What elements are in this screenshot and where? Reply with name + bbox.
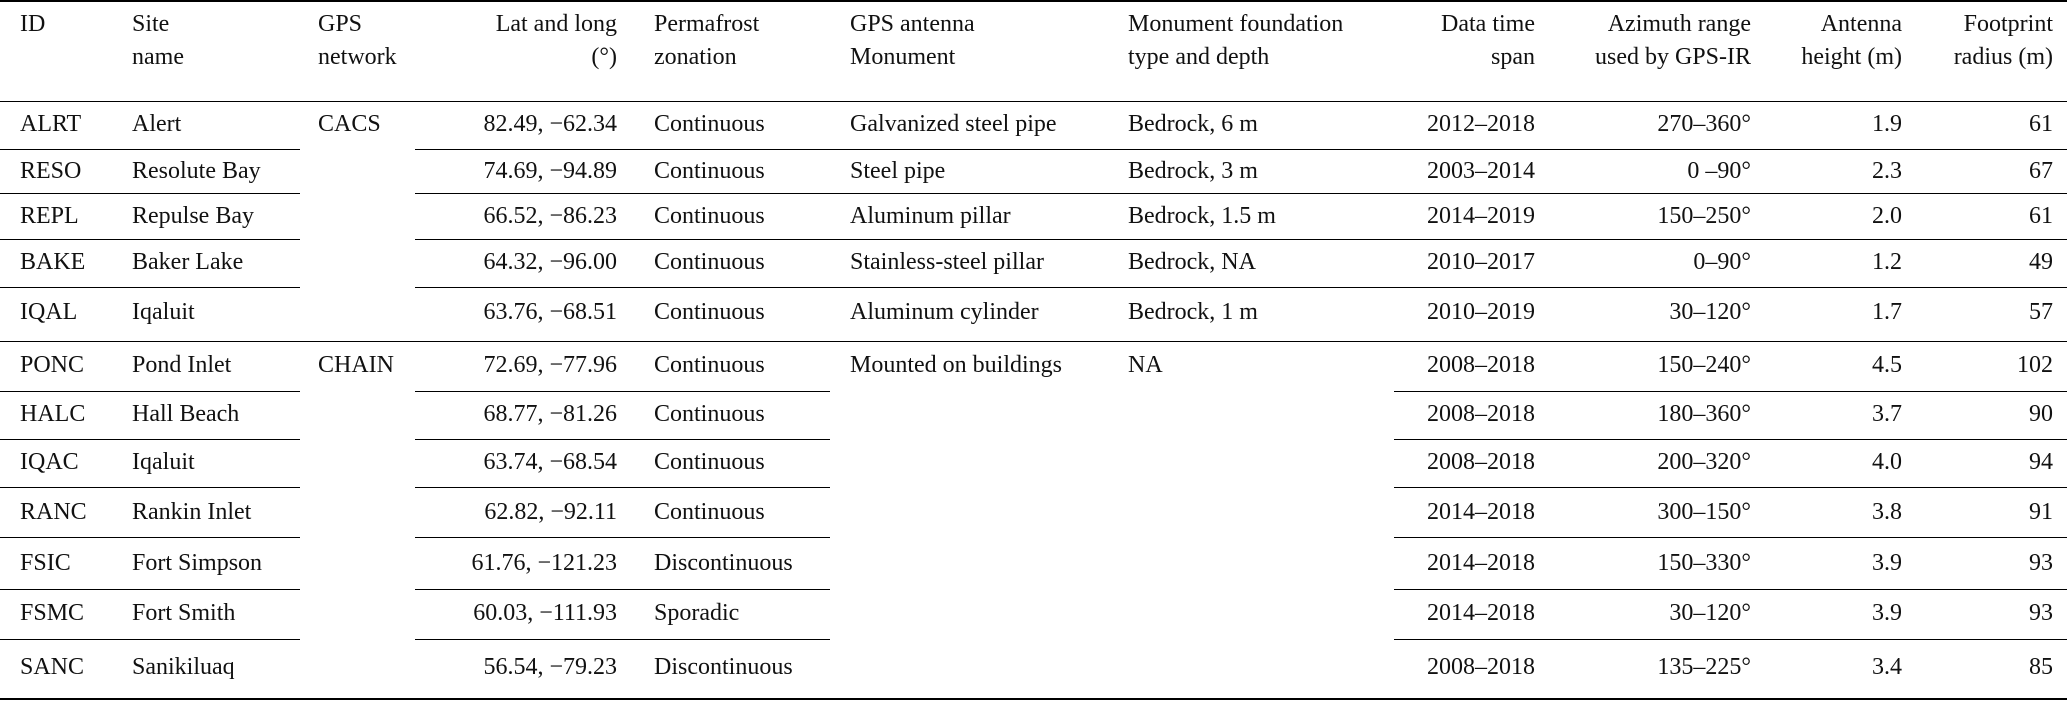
cell-network: CHAIN [318,352,394,378]
cell-azimuth: 180–360° [1657,401,1751,427]
header-site-line2: name [132,44,184,70]
cell-network: CACS [318,111,381,137]
header-footprint-line2: radius (m) [1953,44,2053,70]
header-permafrost-line2: zonation [654,44,737,70]
cell-id: REPL [20,203,79,229]
cell-site: Repulse Bay [132,203,254,229]
cell-antenna: Steel pipe [850,158,946,184]
cell-height: 3.9 [1872,600,1902,626]
cell-foundation: Bedrock, 6 m [1128,111,1258,137]
header-site-line1: Site [132,11,170,37]
cell-id: BAKE [20,249,86,275]
row-rule [415,193,2067,194]
cell-footprint: 67 [2029,158,2053,184]
row-rule [415,487,830,488]
cell-latlong: 56.54, −79.23 [483,654,617,680]
cell-permafrost: Continuous [654,352,765,378]
header-foundation-line1: Monument foundation [1128,11,1344,37]
cell-height: 2.3 [1872,158,1902,184]
cell-azimuth: 150–240° [1657,352,1751,378]
cell-azimuth: 0 –90° [1687,158,1751,184]
cell-azimuth: 270–360° [1657,111,1751,137]
cell-id: IQAC [20,449,79,475]
row-rule [0,239,300,240]
cell-azimuth: 150–250° [1657,203,1751,229]
header-permafrost-line1: Permafrost [654,11,760,37]
cell-id: ALRT [20,111,82,137]
cell-height: 2.0 [1872,203,1902,229]
cell-azimuth: 300–150° [1657,499,1751,525]
header-network-line1: GPS [318,11,363,37]
cell-span: 2010–2017 [1427,249,1535,275]
cell-id: HALC [20,401,86,427]
cell-latlong: 66.52, −86.23 [483,203,617,229]
cell-span: 2014–2018 [1427,550,1535,576]
cell-permafrost: Continuous [654,449,765,475]
cell-latlong: 82.49, −62.34 [483,111,617,137]
cell-permafrost: Continuous [654,203,765,229]
cell-span: 2014–2018 [1427,600,1535,626]
cell-permafrost: Sporadic [654,600,740,626]
cell-span: 2003–2014 [1427,158,1535,184]
cell-footprint: 93 [2029,600,2053,626]
row-rule [415,589,830,590]
cell-permafrost: Continuous [654,249,765,275]
cell-site: Resolute Bay [132,158,261,184]
cell-span: 2014–2019 [1427,203,1535,229]
cell-footprint: 61 [2029,111,2053,137]
cell-azimuth: 0–90° [1693,249,1751,275]
cell-permafrost: Continuous [654,499,765,525]
row-rule [0,439,300,440]
row-rule [1394,439,2067,440]
header-latlong-line2: (°) [591,44,617,70]
cell-antenna: Aluminum pillar [850,203,1011,229]
cell-id: IQAL [20,299,78,325]
cell-latlong: 62.82, −92.11 [484,499,617,525]
row-rule [0,537,300,538]
cell-height: 3.4 [1872,654,1902,680]
cell-permafrost: Continuous [654,111,765,137]
cell-id: PONC [20,352,85,378]
row-rule [1394,487,2067,488]
cell-height: 3.7 [1872,401,1902,427]
cell-height: 1.7 [1872,299,1902,325]
cell-footprint: 85 [2029,654,2053,680]
cell-footprint: 94 [2029,449,2053,475]
cell-antenna: Aluminum cylinder [850,299,1039,325]
cell-span: 2014–2018 [1427,499,1535,525]
row-rule [1394,639,2067,640]
cell-id: RANC [20,499,87,525]
header-azimuth-line2: used by GPS-IR [1594,44,1751,70]
cell-footprint: 91 [2029,499,2053,525]
header-latlong-line1: Lat and long [495,11,617,37]
cell-latlong: 64.32, −96.00 [483,249,617,275]
row-rule [415,149,2067,150]
header-height-line1: Antenna [1820,11,1902,37]
header-network-line2: network [318,44,397,70]
cell-site: Iqaluit [132,449,195,475]
row-rule [415,391,830,392]
header-foundation-line2: type and depth [1128,44,1270,70]
cell-id: SANC [20,654,85,680]
cell-latlong: 60.03, −111.93 [473,600,617,626]
cell-latlong: 74.69, −94.89 [483,158,617,184]
row-rule [415,537,830,538]
cell-id: FSIC [20,550,71,576]
cell-footprint: 61 [2029,203,2053,229]
cell-site: Iqaluit [132,299,195,325]
row-rule [415,239,2067,240]
cell-footprint: 57 [2029,299,2053,325]
row-rule [1394,589,2067,590]
cell-azimuth: 200–320° [1657,449,1751,475]
cell-foundation: Bedrock, 3 m [1128,158,1258,184]
cell-site: Fort Smith [132,600,236,626]
row-rule [0,193,300,194]
cell-span: 2008–2018 [1427,352,1535,378]
cell-height: 4.5 [1872,352,1902,378]
header-antenna-line1: GPS antenna [850,11,975,37]
row-rule [0,639,300,640]
cell-footprint: 90 [2029,401,2053,427]
row-rule [415,287,2067,288]
header-antenna-line2: Monument [850,44,956,70]
row-rule [1394,537,2067,538]
cell-site: Alert [132,111,182,137]
row-rule [0,391,300,392]
cell-permafrost: Continuous [654,158,765,184]
top-rule [0,0,2067,2]
cell-span: 2012–2018 [1427,111,1535,137]
cell-footprint: 93 [2029,550,2053,576]
cell-azimuth: 30–120° [1669,299,1751,325]
row-rule [1394,391,2067,392]
row-rule [415,639,830,640]
cell-antenna: Galvanized steel pipe [850,111,1057,137]
cell-id: FSMC [20,600,85,626]
cell-azimuth: 135–225° [1657,654,1751,680]
row-rule [0,149,300,150]
cell-footprint: 102 [2017,352,2053,378]
header-span-line1: Data time [1441,11,1535,37]
cell-foundation: Bedrock, 1.5 m [1128,203,1276,229]
cell-foundation: NA [1128,352,1163,378]
cell-latlong: 72.69, −77.96 [483,352,617,378]
cell-span: 2008–2018 [1427,401,1535,427]
cell-id: RESO [20,158,82,184]
cell-site: Baker Lake [132,249,244,275]
cell-foundation: Bedrock, 1 m [1128,299,1258,325]
cell-height: 1.9 [1872,111,1902,137]
cell-permafrost: Discontinuous [654,550,793,576]
cell-antenna: Stainless-steel pillar [850,249,1044,275]
cell-permafrost: Discontinuous [654,654,793,680]
cell-site: Hall Beach [132,401,240,427]
row-rule [415,439,830,440]
cell-permafrost: Continuous [654,299,765,325]
row-rule [0,487,300,488]
cell-height: 1.2 [1872,249,1902,275]
cell-site: Sanikiluaq [132,654,235,680]
header-height-line2: height (m) [1801,44,1902,70]
cell-latlong: 63.76, −68.51 [483,299,617,325]
cell-footprint: 49 [2029,249,2053,275]
cell-foundation: Bedrock, NA [1128,249,1256,275]
cell-height: 3.8 [1872,499,1902,525]
cell-height: 4.0 [1872,449,1902,475]
cell-height: 3.9 [1872,550,1902,576]
header-footprint-line1: Footprint [1963,11,2053,37]
cell-span: 2008–2018 [1427,449,1535,475]
cell-site: Fort Simpson [132,550,263,576]
cell-antenna: Mounted on buildings [850,352,1063,378]
cell-span: 2008–2018 [1427,654,1535,680]
cell-latlong: 61.76, −121.23 [471,550,617,576]
header-span-line2: span [1491,44,1535,70]
header-id: ID [20,11,46,37]
row-rule [0,589,300,590]
group-divider-rule [0,341,2067,342]
header-azimuth-line1: Azimuth range [1607,11,1751,37]
row-rule [0,287,300,288]
cell-latlong: 63.74, −68.54 [483,449,617,475]
cell-site: Rankin Inlet [132,499,252,525]
cell-permafrost: Continuous [654,401,765,427]
header-rule [0,101,2067,102]
cell-latlong: 68.77, −81.26 [483,401,617,427]
bottom-rule [0,698,2067,700]
cell-azimuth: 30–120° [1669,600,1751,626]
cell-azimuth: 150–330° [1657,550,1751,576]
cell-site: Pond Inlet [132,352,232,378]
cell-span: 2010–2019 [1427,299,1535,325]
